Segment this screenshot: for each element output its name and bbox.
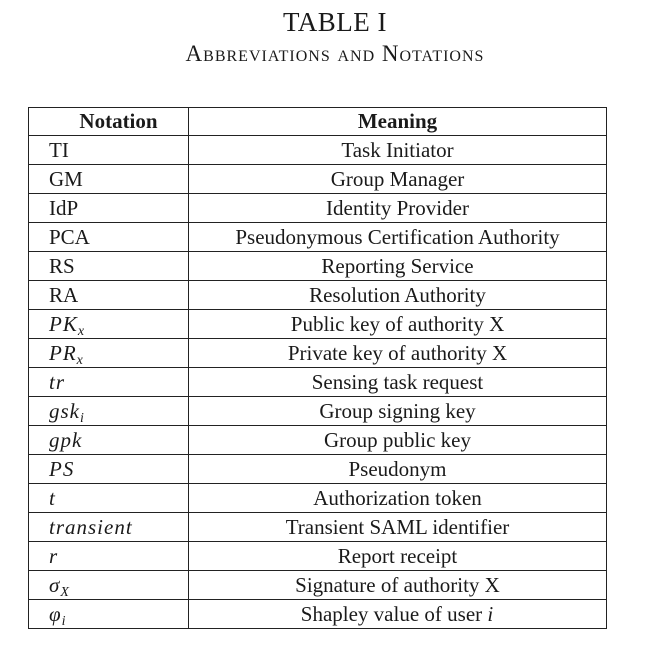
meaning-cell [189,426,607,455]
meaning-text: Task Initiator [341,137,454,162]
notations-table [28,107,607,629]
table-title: Abbreviations and Notations [185,41,485,66]
table-row [29,281,607,310]
meaning-cell [189,397,607,426]
meaning-cell [189,136,607,165]
meaning-cell [189,571,607,600]
meaning-text: Private key of authority X [287,340,508,365]
notation-cell [29,542,189,571]
meaning-cell [189,600,607,629]
meaning-text: Group Manager [330,166,465,191]
table-row [29,310,607,339]
notation-symbol: TI [49,137,69,162]
notation-symbol: PCA [49,224,90,249]
table-row [29,368,607,397]
table-row [29,542,607,571]
notation-subscript: x [76,352,84,368]
meaning-cell [189,339,607,368]
meaning-text: Resolution Authority [309,282,486,307]
table-row [29,426,607,455]
meaning-text: Group signing key [319,398,476,423]
table-row [29,513,607,542]
notation-subscript: i [80,410,85,426]
table-row [29,339,607,368]
notation-cell [29,600,189,629]
meaning-cell [189,165,607,194]
notation-cell [29,368,189,397]
meaning-text: Sensing task request [311,369,484,394]
notation-cell [29,194,189,223]
notation-cell [29,310,189,339]
notation-symbol: PR [49,340,77,365]
table-number: TABLE I [282,7,388,37]
meaning-text: Pseudonymous Certification Authority [235,224,560,249]
meaning-cell [189,368,607,397]
table-header-row [29,108,607,136]
meaning-cell [189,513,607,542]
notation-symbol: GM [49,166,83,191]
meaning-math-symbol: i [487,601,495,626]
notation-symbol: φ [49,601,62,626]
notation-cell [29,426,189,455]
notation-symbol: gpk [49,427,83,452]
notation-cell [29,165,189,194]
meaning-text: Pseudonym [348,456,447,481]
table-row [29,600,607,629]
notation-cell [29,484,189,513]
notation-symbol: RA [49,282,79,307]
meaning-cell [189,223,607,252]
notation-symbol: PK [49,311,78,336]
notation-cell [29,252,189,281]
meaning-cell [189,455,607,484]
notation-subscript: X [60,584,70,600]
table-row [29,252,607,281]
meaning-text: Signature of authority X [295,572,500,597]
meaning-cell [189,194,607,223]
notation-symbol: transient [49,514,133,539]
notation-cell [29,571,189,600]
meaning-text: Shapley value of user [300,601,488,626]
meaning-text: Group public key [324,427,471,452]
notation-cell [29,136,189,165]
notation-cell [29,513,189,542]
notation-symbol: tr [49,369,66,394]
notation-cell [29,281,189,310]
notation-symbol: IdP [49,195,79,220]
table-row [29,194,607,223]
meaning-cell [189,484,607,513]
table-row [29,165,607,194]
notation-cell [29,223,189,252]
notation-subscript: x [77,323,86,339]
table-row [29,455,607,484]
meaning-text: Reporting Service [321,253,474,278]
table-row [29,223,607,252]
table-body [29,136,607,629]
notation-symbol: PS [49,456,75,481]
meaning-text: Public key of authority X [290,311,505,336]
notation-cell [29,339,189,368]
meaning-cell [189,252,607,281]
table-row [29,484,607,513]
notation-cell [29,397,189,426]
notation-cell [29,455,189,484]
notation-symbol: t [49,485,56,510]
notation-symbol: r [49,543,59,568]
notation-symbol: gsk [49,398,80,423]
notation-subscript: i [61,613,67,629]
meaning-cell [189,310,607,339]
meaning-text: Report receipt [337,543,458,568]
table-row [29,397,607,426]
meaning-text: Identity Provider [326,195,469,220]
column-header-notation: Notation [29,108,189,136]
meaning-cell [189,542,607,571]
table-row [29,136,607,165]
notation-symbol: RS [49,253,75,278]
notation-symbol: σ [49,572,61,597]
meaning-text: Transient SAML identifier [285,514,510,539]
meaning-cell [189,281,607,310]
table-row [29,571,607,600]
column-header-meaning: Meaning [189,108,607,136]
meaning-text: Authorization token [313,485,482,510]
